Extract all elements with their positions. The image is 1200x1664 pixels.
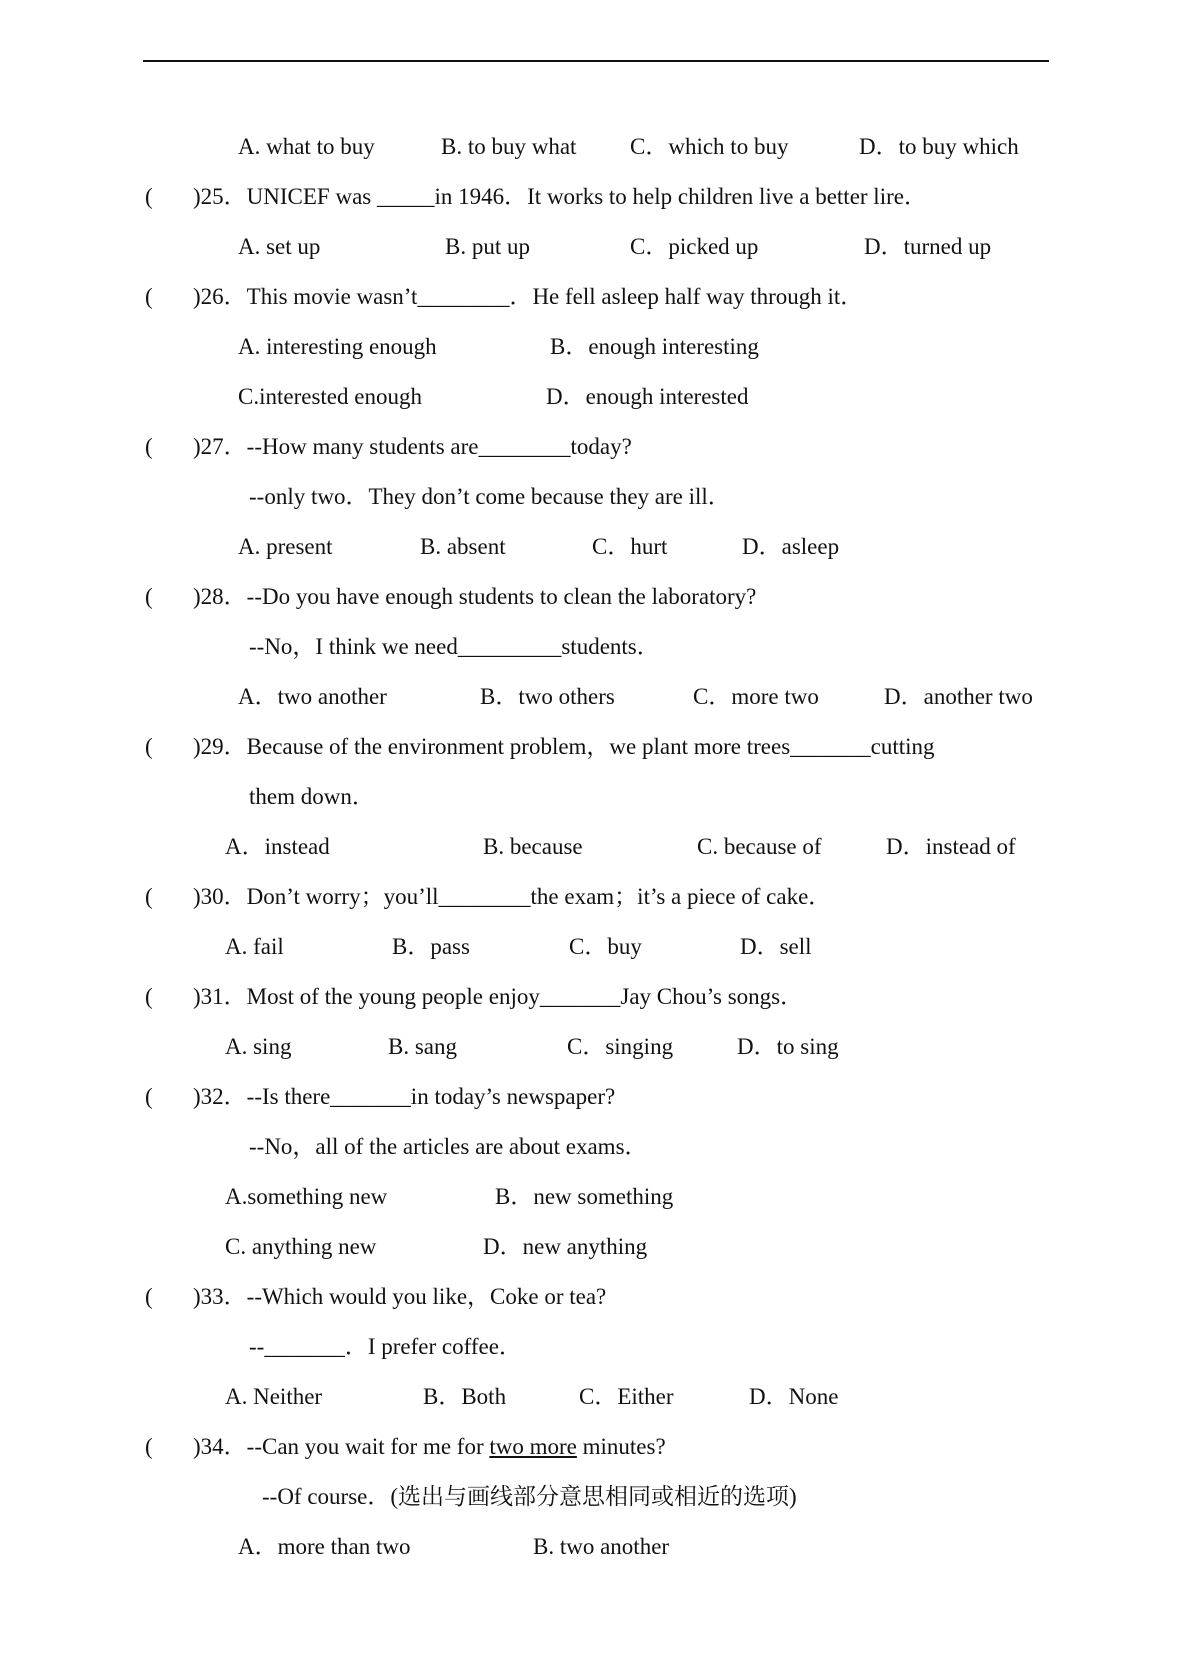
q29-option-c: C. because of xyxy=(697,834,822,859)
q32-stem: )32．--Is there_______in today’s newspaper? xyxy=(193,1084,616,1109)
q27-stem: )27．--How many students are________today? xyxy=(193,434,632,459)
q27-reply: --only two．They don’t come because they are ill． xyxy=(249,484,731,509)
header-rule xyxy=(143,60,1049,62)
q24-option-a: A. what to buy xyxy=(238,134,375,159)
q32-reply: --No，all of the articles are about exams． xyxy=(249,1134,648,1159)
q31-option-c: C．singing xyxy=(567,1034,674,1059)
q34-stem: )34．--Can you wait for me for two more minutes? xyxy=(193,1434,666,1459)
q34-option-a: A．more than two xyxy=(238,1534,411,1559)
q33-reply: --_______．I prefer coffee． xyxy=(249,1334,522,1359)
q29-paren: ( xyxy=(145,734,153,759)
q28-option-d: D．another two xyxy=(884,684,1033,709)
q34-paren: ( xyxy=(145,1434,153,1459)
q26-option-c: C.interested enough xyxy=(238,384,422,409)
q27-paren: ( xyxy=(145,434,153,459)
q28-option-b: B．two others xyxy=(480,684,615,709)
q32-option-b: B．new something xyxy=(495,1184,674,1209)
q25-blank: _____ xyxy=(377,184,435,209)
q28-reply: --No，I think we need_________students． xyxy=(249,634,660,659)
q27-option-c: C．hurt xyxy=(592,534,668,559)
q26-option-a: A. interesting enough xyxy=(238,334,437,359)
q29-option-b: B. because xyxy=(483,834,583,859)
q29-stem-continued: them down． xyxy=(249,784,375,809)
q30-paren: ( xyxy=(145,884,153,909)
q26-option-d: D．enough interested xyxy=(546,384,749,409)
q31-option-b: B. sang xyxy=(388,1034,457,1059)
q29-option-d: D．instead of xyxy=(886,834,1016,859)
q24-option-c: C．which to buy xyxy=(630,134,789,159)
q33-option-a: A. Neither xyxy=(225,1384,323,1409)
q27-option-d: D．asleep xyxy=(742,534,840,559)
q24-option-b: B. to buy what xyxy=(441,134,577,159)
q34-underlined-phrase: two more xyxy=(489,1434,577,1459)
q25-option-a: A. set up xyxy=(238,234,321,259)
q31-option-d: D．to sing xyxy=(737,1034,839,1059)
q32-option-a: A.something new xyxy=(225,1184,388,1209)
q27-option-a: A. present xyxy=(238,534,333,559)
q31-paren: ( xyxy=(145,984,153,1009)
q33-paren: ( xyxy=(145,1284,153,1309)
q33-option-b: B．Both xyxy=(423,1384,507,1409)
q27-option-b: B. absent xyxy=(420,534,506,559)
q25-stem: )25．UNICEF was _____in 1946．It works to help children live a better lire． xyxy=(193,184,927,209)
q29-stem: )29．Because of the environment problem，we plant more trees_______cutting xyxy=(193,734,935,759)
q31-stem: )31．Most of the young people enjoy_______Jay Chou’s songs． xyxy=(193,984,804,1009)
q28-stem: )28．--Do you have enough students to clean the laboratory? xyxy=(193,584,757,609)
q34-reply: --Of course．(选出与画线部分意思相同或相近的选项) xyxy=(262,1484,797,1509)
q26-stem: )26．This movie wasn’t________．He fell asleep half way through it． xyxy=(193,284,864,309)
q33-option-c: C．Either xyxy=(579,1384,674,1409)
q33-option-d: D．None xyxy=(749,1384,839,1409)
q24-option-d: D．to buy which xyxy=(859,134,1019,159)
q30-option-d: D．sell xyxy=(740,934,812,959)
q26-option-b: B．enough interesting xyxy=(550,334,759,359)
q25-option-c: C．picked up xyxy=(630,234,759,259)
q34-option-b: B. two another xyxy=(533,1534,670,1559)
q28-paren: ( xyxy=(145,584,153,609)
q32-option-c: C. anything new xyxy=(225,1234,377,1259)
q25-option-b: B. put up xyxy=(445,234,530,259)
q30-option-c: C．buy xyxy=(569,934,642,959)
q32-paren: ( xyxy=(145,1084,153,1109)
q28-option-a: A．two another xyxy=(238,684,387,709)
q25-option-d: D．turned up xyxy=(864,234,992,259)
q30-option-b: B．pass xyxy=(392,934,470,959)
q30-option-a: A. fail xyxy=(225,934,284,959)
q31-option-a: A. sing xyxy=(225,1034,292,1059)
q30-stem: )30．Don’t worry；you’ll________the exam；it’s a piece of cake． xyxy=(193,884,832,909)
q25-paren: ( xyxy=(145,184,153,209)
q33-stem: )33．--Which would you like，Coke or tea? xyxy=(193,1284,607,1309)
q29-option-a: A．instead xyxy=(225,834,330,859)
q28-option-c: C．more two xyxy=(693,684,819,709)
q26-paren: ( xyxy=(145,284,153,309)
q32-option-d: D．new anything xyxy=(483,1234,648,1259)
